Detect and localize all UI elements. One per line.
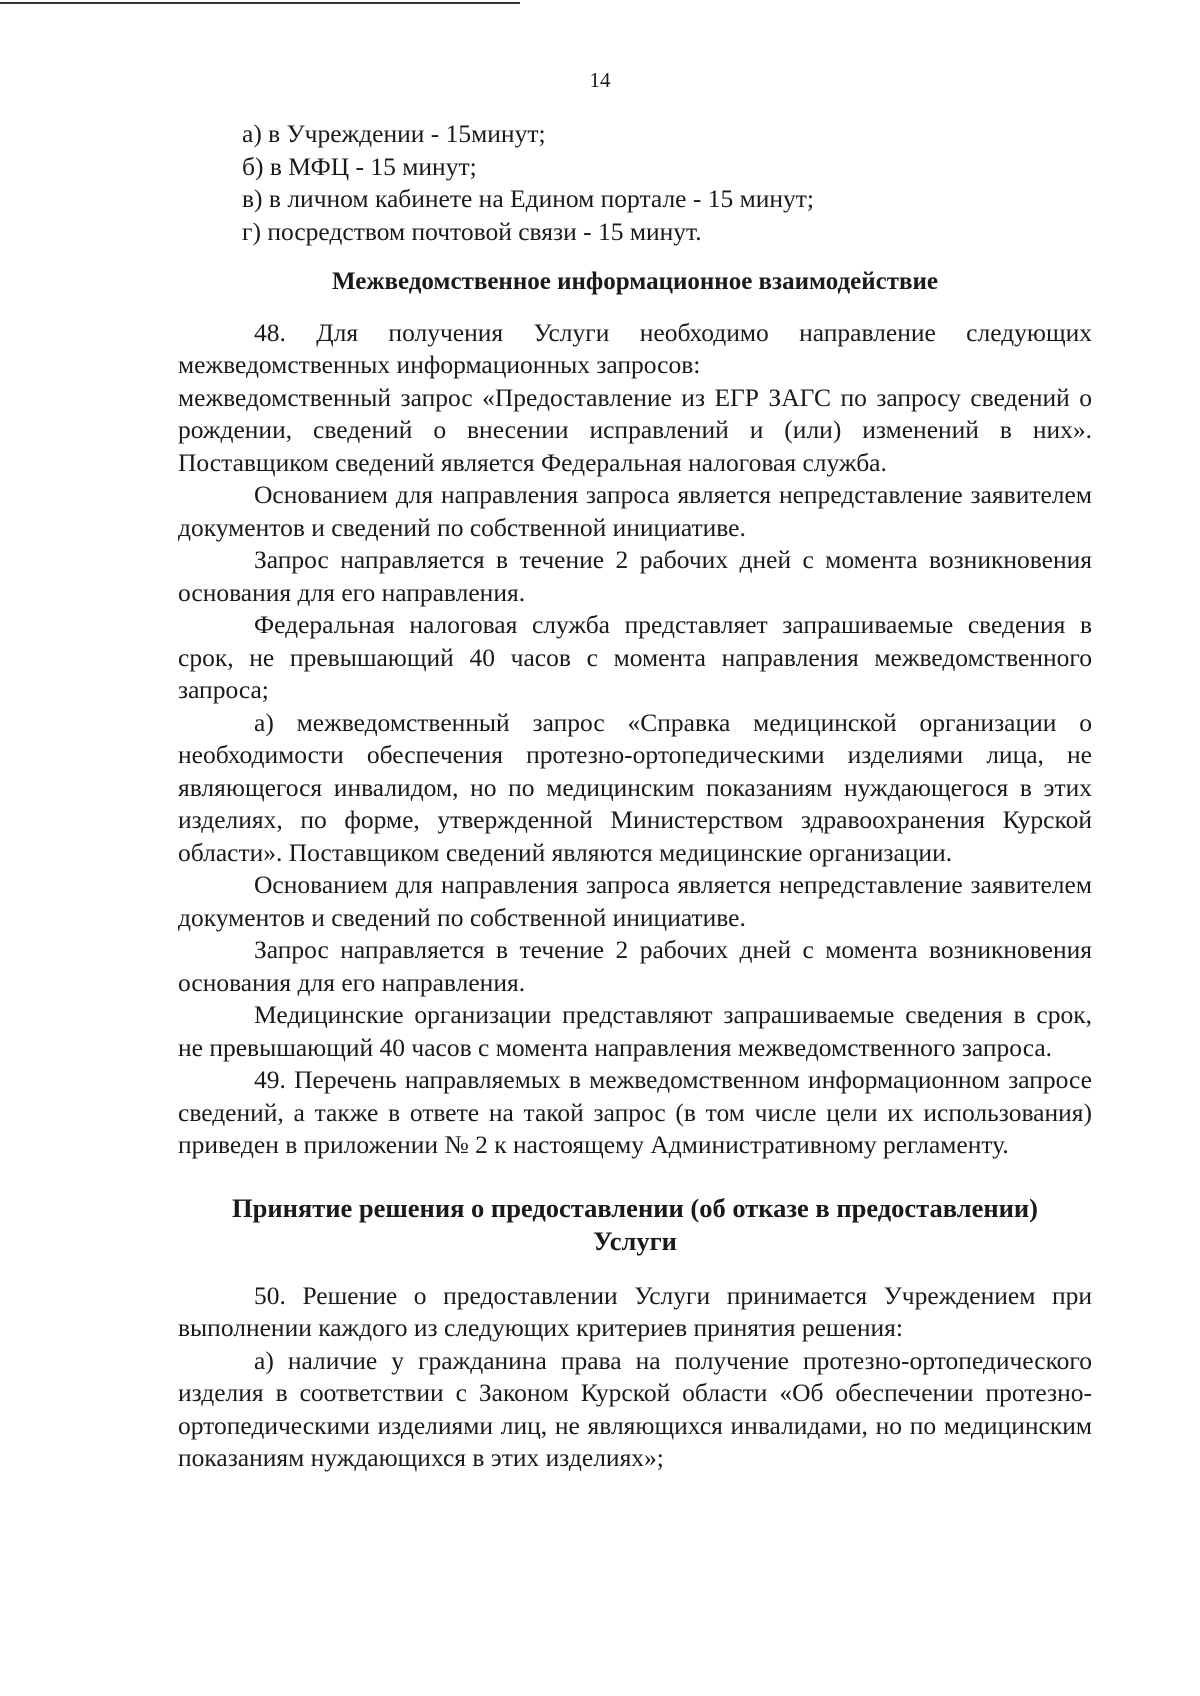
paragraph-50-a: а) наличие у гражданина права на получение протезно-ортопедического изделия в соответствии с Законом Курской области «Об обеспечении протезно-ортопедическими изделиями лиц, не являющихся инвалидами, но по медицинским показаниям нуждающихся в этих изделиях»; bbox=[178, 1345, 1092, 1472]
list-item: а) в Учреждении - 15минут; bbox=[242, 119, 546, 148]
section-heading-interagency: Межведомственное информационное взаимодействие bbox=[332, 268, 938, 295]
section-heading-decision-line1: Принятие решения о предоставлении (об отказе в предоставлении) bbox=[232, 1192, 1038, 1223]
list-item: в) в личном кабинете на Едином портале - 15 минут; bbox=[242, 184, 815, 213]
list-item: б) в МФЦ - 15 минут; bbox=[242, 151, 477, 181]
paragraph-48-request: межведомственный запрос «Предоставление из ЕГР ЗАГС по запросу сведений о рождении, сведений о внесении исправлений и (или) изменений в них». Поставщиком сведений является Федеральная налоговая служба. bbox=[178, 382, 1092, 477]
paragraph-48: 48. Для получения Услуги необходимо направление следующих межведомственных информационных запросов: bbox=[178, 317, 1092, 379]
response-time-list bbox=[178, 118, 1092, 248]
paragraph-sent-1: Запрос направляется в течение 2 рабочих дней с момента возникновения основания для его направления. bbox=[178, 545, 1092, 607]
paragraph-fns: Федеральная налоговая служба представляет запрашиваемые сведения в срок, не превышающий 40 часов с момента направления межведомственного запроса; bbox=[178, 610, 1092, 704]
paragraph-sent-2: Запрос направляется в течение 2 рабочих дней с момента возникновения основания для его направления. bbox=[178, 935, 1092, 997]
section-heading-decision bbox=[178, 1192, 1092, 1258]
paragraph-basis-1: Основанием для направления запроса является непредставление заявителем документов и сведений по собственной инициативе. bbox=[178, 480, 1092, 542]
list-item: г) посредством почтовой связи - 15 минут. bbox=[242, 216, 702, 246]
top-rule bbox=[0, 2, 520, 4]
paragraph-med: Медицинские организации представляют запрашиваемые сведения в срок, не превышающий 40 часов с момента направления межведомственного запроса. bbox=[178, 1000, 1092, 1062]
section-heading-decision-line2: Услуги bbox=[593, 1225, 677, 1256]
document-body bbox=[178, 118, 1092, 1475]
paragraph-50: 50. Решение о предоставлении Услуги принимается Учреждением при выполнении каждого из следующих критериев принятия решения: bbox=[178, 1280, 1092, 1342]
page-number: 14 bbox=[589, 68, 611, 92]
paragraph-49: 49. Перечень направляемых в межведомственном информационном запросе сведений, а также в ответе на такой запрос (в том числе цели их использования) приведен в приложении № 2 к настоящему Административному регламенту. bbox=[178, 1065, 1092, 1159]
paragraph-a-request: а) межведомственный запрос «Справка медицинской организации о необходимости обеспечения протезно-ортопедическими изделиями лица, не являющегося инвалидом, но по медицинским показаниям нуждающегося в этих изделиях, по форме, утвержденной Министерством здравоохранения Курской области». Поставщиком сведений являются медицинские организации. bbox=[178, 707, 1092, 867]
paragraph-basis-2: Основанием для направления запроса является непредставление заявителем документов и сведений по собственной инициативе. bbox=[178, 870, 1092, 932]
